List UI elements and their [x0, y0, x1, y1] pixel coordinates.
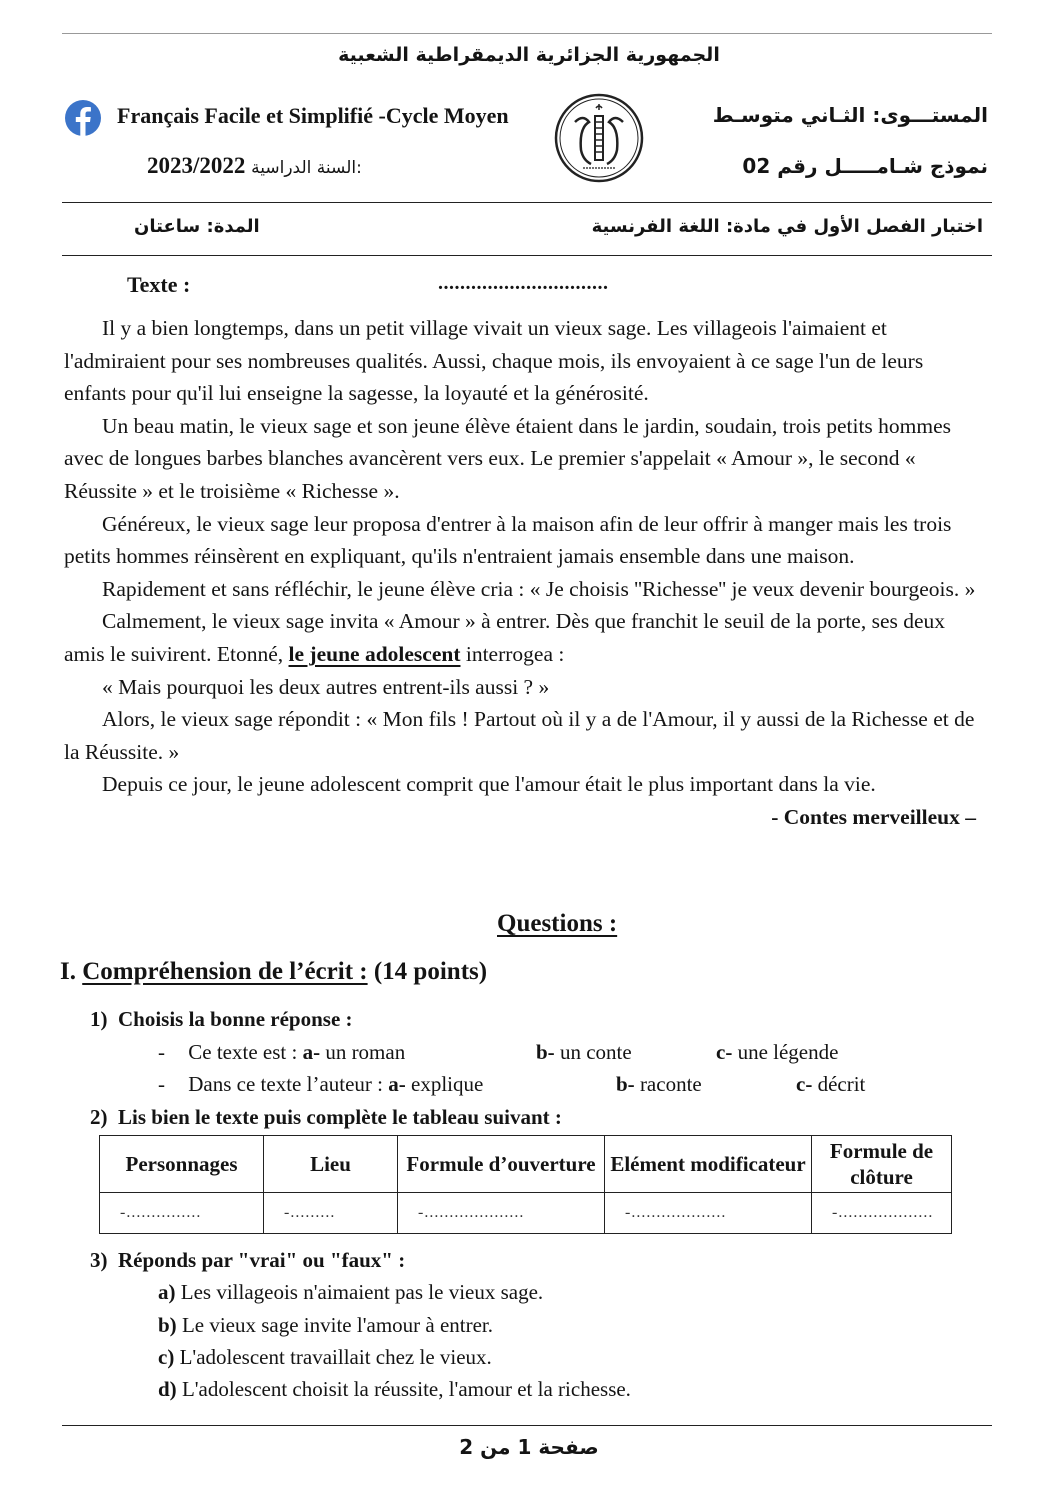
- table-header-row: [100, 1136, 952, 1193]
- item-text: L'adolescent travaillait chez le vieux.: [179, 1345, 492, 1369]
- facebook-icon: [64, 99, 102, 137]
- option-key: b-: [616, 1072, 635, 1096]
- paragraph: Généreux, le vieux sage leur proposa d'entrer à la maison afin de leur offrir à manger mais les trois petits hommes réinsèrent en expliquant, qu'ils n'entraient jamais ensemble dans une maison.: [64, 511, 952, 569]
- q1-stem: Ce texte est :: [188, 1040, 303, 1064]
- item-key: a): [158, 1280, 176, 1304]
- column-header: Personnages: [100, 1136, 264, 1193]
- school-year: [147, 153, 362, 179]
- paragraph-text: interrogea :: [460, 641, 565, 666]
- q3-item: [158, 1377, 631, 1402]
- table-row: [100, 1193, 952, 1234]
- paragraph: Un beau matin, le vieux sage et son jeune élève étaient dans le jardin, soudain, trois petits hommes avec de longues barbes blanches avancèrent vers eux. Le premier s'appelait « Amour », le second « Réussite » et le troisième « Richesse ».: [64, 413, 952, 503]
- q3-item: [158, 1280, 543, 1305]
- brand-name: Français Facile et Simplifié -Cycle Moyen: [117, 103, 509, 128]
- option-a[interactable]: un roman: [320, 1040, 406, 1064]
- exam-title: اختبار الفصل الأول في مادة: اللغة الفرنسية: [591, 216, 983, 237]
- item-key: c): [158, 1345, 175, 1369]
- level: المستـــوى: الثـاني متوسـط: [712, 103, 988, 127]
- paragraph: Il y a bien longtemps, dans un petit village vivait un vieux sage. Les villageois l'aimaient et l'admiraient pour ses nombreuses qualités. Aussi, chaque mois, ils envoyaient à ce sage l'un de leurs enfants pour qu'il lui enseigne la sagesse, la loyauté et la générosité.: [64, 316, 924, 406]
- ministry-emblem-icon: [553, 92, 645, 184]
- paragraph: Depuis ce jour, le jeune adolescent comprit que l'amour était le plus important dans la vie.: [102, 772, 876, 797]
- q1-label: 1) Choisis la bonne réponse :: [90, 1007, 353, 1031]
- answer-cell[interactable]: -....................: [398, 1193, 605, 1234]
- paragraph-text: Calmement, le vieux sage invita « Amour » à entrer. Dès que franchit le seuil de la porte, ses deux amis le suivirent. Etonné,: [64, 609, 946, 666]
- answer-cell[interactable]: -.........: [264, 1193, 398, 1234]
- section-title: Compréhension de l’écrit :: [82, 958, 368, 985]
- section-number: I.: [60, 958, 76, 985]
- answer-cell[interactable]: -...................: [605, 1193, 812, 1234]
- column-header: Formule de clôture: [812, 1136, 952, 1193]
- footer-rule: [62, 1425, 992, 1426]
- story-text: [64, 312, 984, 834]
- top-rule: [62, 33, 992, 34]
- item-key: d): [158, 1377, 177, 1401]
- option-c[interactable]: décrit: [812, 1072, 866, 1096]
- model-number: نموذج شـامـــــل رقم 02: [742, 154, 988, 178]
- paragraph: [64, 605, 984, 670]
- school-year-value: 2023/2022: [147, 153, 246, 178]
- section-heading: [60, 958, 487, 986]
- text-label: Texte :: [127, 272, 191, 297]
- underlined-phrase: le jeune adolescent: [288, 641, 461, 666]
- answer-cell[interactable]: -...................: [812, 1193, 952, 1234]
- option-b[interactable]: un conte: [554, 1040, 632, 1064]
- bullet: -: [158, 1072, 165, 1096]
- story-table: [99, 1135, 952, 1234]
- q2-label: 2) Lis bien le texte puis complète le tableau suivant :: [90, 1105, 562, 1129]
- option-key: a-: [388, 1072, 406, 1096]
- q1-stem: Dans ce texte l’auteur :: [188, 1072, 389, 1096]
- item-text: L'adolescent choisit la réussite, l'amour et la richesse.: [181, 1377, 631, 1401]
- option-key: a-: [302, 1040, 321, 1064]
- item-text: Le vieux sage invite l'amour à entrer.: [181, 1313, 494, 1337]
- header-rule-1: [62, 202, 992, 203]
- column-header: Lieu: [264, 1136, 398, 1193]
- page-number: صفحة 1 من 2: [459, 1435, 599, 1459]
- q1-line-2: [158, 1072, 878, 1097]
- option-key: c-: [796, 1072, 813, 1096]
- country-title: الجمهورية الجزائرية الديمقراطية الشعبية: [338, 44, 720, 66]
- text-title-blank: ...............................: [438, 272, 609, 294]
- option-key: b-: [536, 1040, 555, 1064]
- item-text: Les villageois n'aimaient pas le vieux sage.: [180, 1280, 544, 1304]
- option-a[interactable]: explique: [405, 1072, 484, 1096]
- option-c[interactable]: une légende: [732, 1040, 839, 1064]
- q1-line-1: [158, 1040, 878, 1065]
- item-key: b): [158, 1313, 177, 1337]
- school-year-label: السنة الدراسية:: [251, 158, 362, 178]
- q3-item: [158, 1345, 492, 1370]
- duration: المدة: ساعتان: [134, 216, 260, 237]
- questions-heading: Questions :: [497, 910, 618, 937]
- q3-item: [158, 1313, 493, 1338]
- text-source: - Contes merveilleux –: [771, 804, 976, 829]
- option-key: c-: [716, 1040, 733, 1064]
- answer-cell[interactable]: -...............: [100, 1193, 264, 1234]
- column-header: Elément modificateur: [605, 1136, 812, 1193]
- paragraph: Alors, le vieux sage répondit : « Mon fils ! Partout où il y a de l'Amour, il y aussi de la Richesse et de la Réussite. »: [64, 707, 975, 764]
- paragraph: Rapidement et sans réfléchir, le jeune élève cria : « Je choisis ''Richesse'' je veux devenir bourgeois. »: [102, 576, 976, 601]
- header-rule-2: [62, 255, 992, 256]
- bullet: -: [158, 1040, 165, 1064]
- option-b[interactable]: raconte: [634, 1072, 702, 1096]
- column-header: Formule d’ouverture: [398, 1136, 605, 1193]
- section-points: (14 points): [373, 958, 488, 985]
- q3-label: 3) Réponds par "vrai" ou "faux" :: [90, 1248, 406, 1272]
- paragraph: « Mais pourquoi les deux autres entrent-ils aussi ? »: [102, 674, 550, 699]
